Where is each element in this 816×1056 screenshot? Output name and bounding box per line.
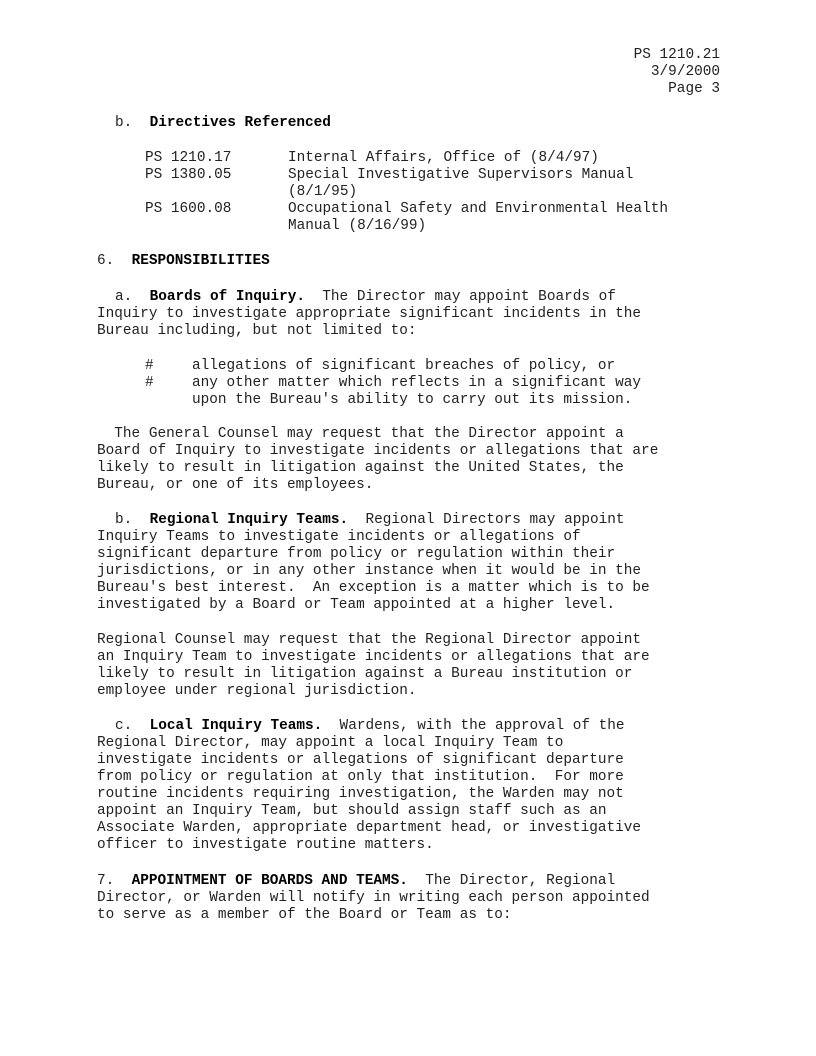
section-6b-marker: b. <box>115 512 133 528</box>
paragraph-line: likely to result in litigation against a Bureau institution or <box>97 666 633 682</box>
paragraph-line: to serve as a member of the Board or Team as to: <box>97 907 512 923</box>
section-5b-title: Directives Referenced <box>149 115 331 131</box>
directive-title-continued: (8/1/95) <box>288 184 358 200</box>
doc-number: PS 1210.21 <box>633 47 720 63</box>
directive-number: PS 1600.08 <box>145 201 232 217</box>
paragraph-line: Inquiry Teams to investigate incidents or allegations of <box>97 529 581 545</box>
paragraph-line: jurisdictions, or in any other instance when it would be in the <box>97 563 642 579</box>
directive-title: Special Investigative Supervisors Manual <box>288 167 634 183</box>
paragraph-line: Regional Counsel may request that the Regional Director appoint <box>97 632 642 648</box>
section-6-number: 6. <box>97 253 115 269</box>
paragraph-line: significant departure from policy or regulation within their <box>97 546 616 562</box>
paragraph-line: Regional Directors may appoint <box>348 512 625 528</box>
section-5b-heading <box>115 115 331 132</box>
paragraph-line: The General Counsel may request that the Director appoint a <box>97 426 624 442</box>
paragraph-line: likely to result in litigation against the United States, the <box>97 460 624 476</box>
paragraph-line: employee under regional jurisdiction. <box>97 683 417 699</box>
section-6c-marker: c. <box>115 718 133 734</box>
section-6b-title: Regional Inquiry Teams. <box>149 512 349 528</box>
paragraph-line: Bureau's best interest. An exception is a matter which is to be <box>97 580 650 596</box>
section-6a-first-line <box>115 289 616 306</box>
paragraph-line: Bureau including, but not limited to: <box>97 323 417 339</box>
section-6-heading <box>97 253 270 270</box>
paragraph-line: Director, or Warden will notify in writing each person appointed <box>97 890 650 906</box>
directive-title: Occupational Safety and Environmental Health <box>288 201 668 217</box>
paragraph-line: The Director, Regional <box>407 873 616 889</box>
paragraph-line: Wardens, with the approval of the <box>322 718 625 734</box>
paragraph-line: routine incidents requiring investigation, the Warden may not <box>97 786 624 802</box>
paragraph-line: from policy or regulation at only that institution. For more <box>97 769 624 785</box>
paragraph-line: The Director may appoint Boards of <box>305 289 616 305</box>
section-7-title: APPOINTMENT OF BOARDS AND TEAMS. <box>131 873 408 889</box>
bullet-text-continued: upon the Bureau's ability to carry out its mission. <box>192 392 633 408</box>
paragraph-line: Inquiry to investigate appropriate significant incidents in the <box>97 306 642 322</box>
section-7-first-line <box>97 873 615 890</box>
section-5b-marker: b. <box>115 115 133 131</box>
directive-number: PS 1210.17 <box>145 150 232 166</box>
section-6c-title: Local Inquiry Teams. <box>149 718 323 734</box>
section-6a-title: Boards of Inquiry. <box>149 289 306 305</box>
paragraph-line: Bureau, or one of its employees. <box>97 477 374 493</box>
paragraph-line: investigate incidents or allegations of significant departure <box>97 752 624 768</box>
doc-date: 3/9/2000 <box>650 64 720 80</box>
paragraph-line: Regional Director, may appoint a local Inquiry Team to <box>97 735 564 751</box>
bullet-text: any other matter which reflects in a significant way <box>192 375 642 391</box>
section-6a-marker: a. <box>115 289 133 305</box>
page-number: Page 3 <box>668 81 720 97</box>
directive-title-continued: Manual (8/16/99) <box>288 218 427 234</box>
directive-number: PS 1380.05 <box>145 167 232 183</box>
paragraph-line: Associate Warden, appropriate department head, or investigative <box>97 820 642 836</box>
bullet-symbol: # <box>145 375 154 391</box>
bullet-symbol: # <box>145 358 154 374</box>
paragraph-line: officer to investigate routine matters. <box>97 837 434 853</box>
paragraph-line: an Inquiry Team to investigate incidents or allegations that are <box>97 649 650 665</box>
paragraph-line: Board of Inquiry to investigate incidents or allegations that are <box>97 443 659 459</box>
bullet-text: allegations of significant breaches of policy, or <box>192 358 616 374</box>
paragraph-line: appoint an Inquiry Team, but should assign staff such as an <box>97 803 607 819</box>
section-6b-first-line <box>115 512 625 529</box>
section-7-number: 7. <box>97 873 115 889</box>
section-6c-first-line <box>115 718 625 735</box>
paragraph-line: investigated by a Board or Team appointed at a higher level. <box>97 597 616 613</box>
directive-title: Internal Affairs, Office of (8/4/97) <box>288 150 599 166</box>
section-6-title: RESPONSIBILITIES <box>131 253 270 269</box>
